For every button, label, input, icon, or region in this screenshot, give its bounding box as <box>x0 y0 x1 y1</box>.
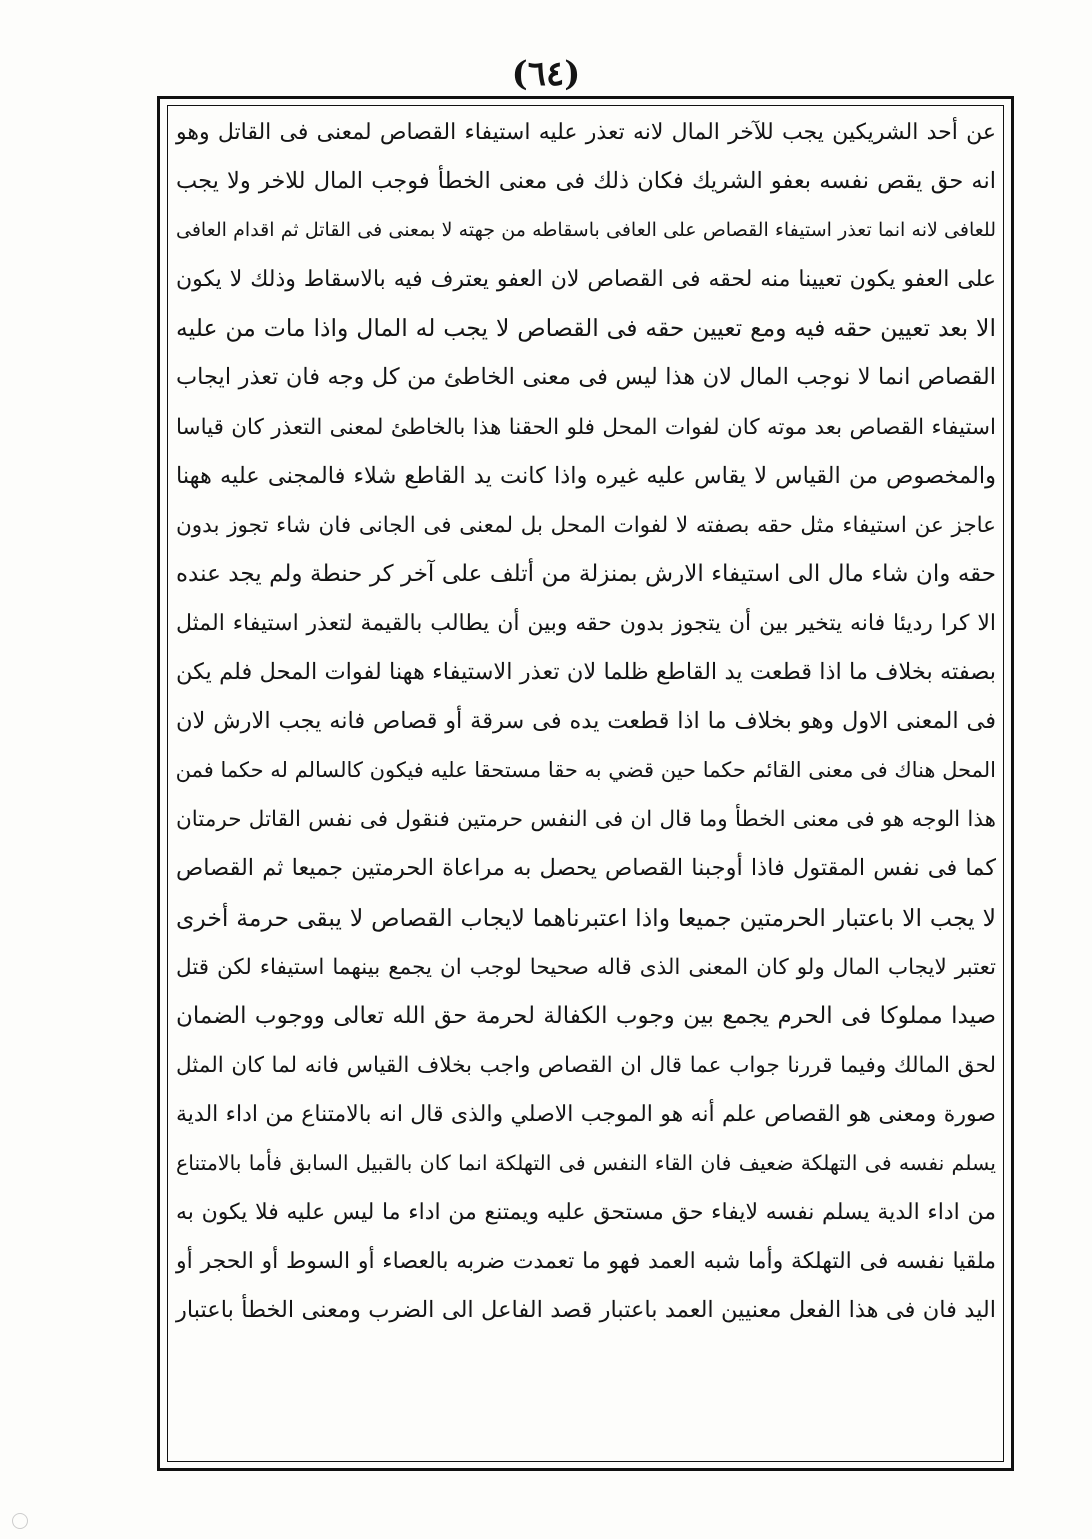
body-text <box>168 108 1004 1335</box>
text-line: كما فى نفس المقتول فاذا أوجبنا القصاص يحصل به مراعاة الحرمتين جميعا ثم القصاص <box>176 855 996 882</box>
text-line: القصاص انما لا نوجب المال لان هذا ليس فى معنى الخاطئ من كل وجه فان تعذر ايجاب <box>176 364 996 391</box>
text-line: استيفاء القصاص بعد موته كان لفوات المحل فلو الحقنا هذا بالخاطئ لمعنى التعذر كان قياسا <box>176 414 996 440</box>
text-line: الا كرا رديئا فانه يتخير بين أن يتجوز بدون حقه وبين أن يطالب بالقيمة لتعذر استيفاء المثل <box>176 610 996 636</box>
text-line: لا يجب الا باعتبار الحرمتين جميعا واذا اعتبرناهما لايجاب القصاص لا يبقى حرمة أخرى <box>176 903 996 932</box>
text-line: حقه وان شاء مال الى استيفاء الارش بمنزلة من أتلف على آخر كر حنطة ولم يجد عنده <box>176 560 996 587</box>
text-line: صيدا مملوكا فى الحرم يجمع بين وجوب الكفالة لحرمة حق الله تعالى ووجوب الضمان <box>176 1002 996 1029</box>
text-line: هذا الوجه هو فى معنى الخطأ وما قال ان فى النفس حرمتين فنقول فى نفس القاتل حرمتان <box>176 807 996 833</box>
text-line: فى المعنى الاول وهو بخلاف ما اذا قطعت يده فى سرقة أو قصاص فانه يجب الارش لان <box>176 708 996 735</box>
text-line: عن أحد الشريكين يجب للآخر المال لانه تعذر عليه استيفاء القصاص لمعنى فى القاتل وهو <box>176 120 996 145</box>
text-line: صورة ومعنى هو القصاص علم أنه هو الموجب الاصلي والذى قال انه بالامتناع من اداء الدية <box>176 1101 996 1127</box>
text-line: ملقيا نفسه فى التهلكة وأما شبه العمد فهو ما تعمدت ضربه بالعصاء أو السوط أو الحجر أو <box>176 1249 996 1275</box>
text-line: بصفته بخلاف ما اذا قطعت يد القاطع ظلما لان تعذر الاستيفاء ههنا لفوات المحل فلم يكن <box>176 659 996 686</box>
text-line: لحق المالك وفيما قررنا جواب عما قال ان القصاص واجب بخلاف القياس فانه لما كان المثل <box>176 1052 996 1078</box>
scan-mark <box>12 1513 28 1529</box>
text-line: والمخصوص من القياس لا يقاس عليه غيره واذا كانت يد القاطع شلاء فالمجنى عليه ههنا <box>176 462 996 489</box>
text-line: الا بعد تعيين حقه فيه ومع تعيين حقه فى القصاص لا يجب له المال واذا مات من عليه <box>176 314 996 343</box>
text-line: انه حق يقص نفسه بعفو الشريك فكان ذلك فى معنى الخطأ فوجب المال للاخر ولا يجب <box>176 168 996 195</box>
page-number: (٦٤) <box>511 54 581 94</box>
text-line: عاجز عن استيفاء مثل حقه بصفته لا لفوات المحل بل لمعنى فى الجانى فان شاء تجوز بدون <box>176 512 996 538</box>
text-line: للعافى لانه انما تعذر استيفاء القصاص على العافى باسقاطه من جهته لا بمعنى فى القاتل ثم اقدام العافى <box>176 219 996 242</box>
text-line: على العفو يكون تعيينا منه لحقه فى القصاص لان العفو يعترف فيه بالاسقاط وذلك لا يكون <box>176 267 996 293</box>
text-line: يسلم نفسه فى التهلكة ضعيف فان القاء النفس فى التهلكة انما كان بالقبيل السابق فأما بالامتناع <box>176 1150 996 1175</box>
text-line: المحل هناك فى معنى القائم حكما حين قضي به حقا مستحقا عليه فيكون كالسالم له حكما فمن <box>175 758 996 783</box>
text-line: من اداء الدية يسلم نفسه لايفاء حق مستحق عليه ويمتنع من اداء ما ليس عليه فلا يكون به <box>176 1200 996 1226</box>
text-line: تعتبر لايجاب المال ولو كان المعنى الذى قاله صحيحا لوجب ان يجمع بينهما استيفاء لكن قتل <box>176 954 996 980</box>
text-line: اليد فان فى هذا الفعل معنيين العمد باعتبار قصد الفاعل الى الضرب ومعنى الخطأ باعتبار <box>176 1297 996 1324</box>
